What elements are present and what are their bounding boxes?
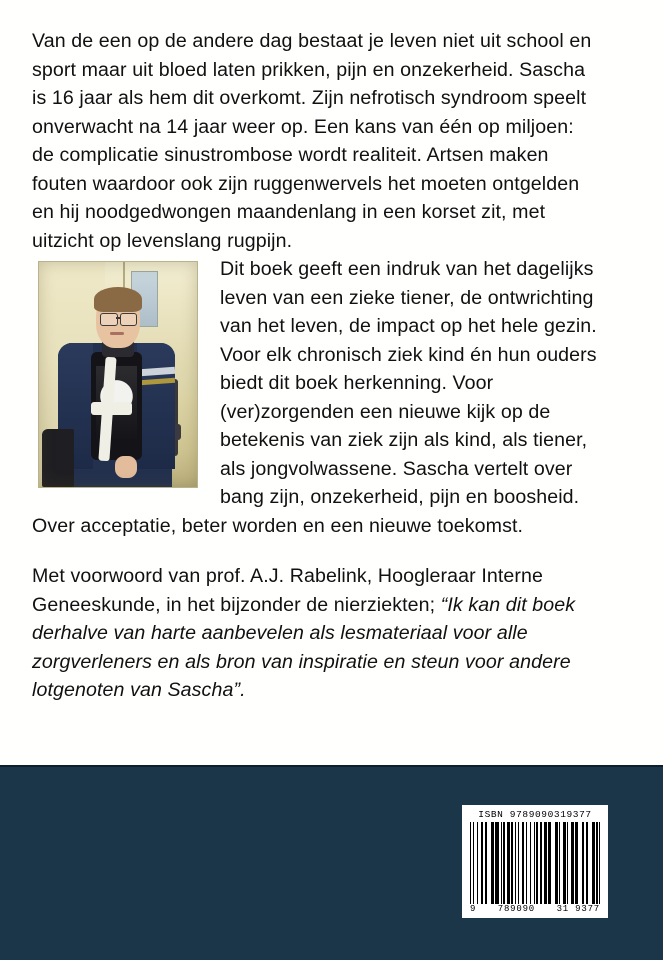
barcode-digit-left: 9 xyxy=(470,904,477,914)
blurb-paragraph-3 xyxy=(32,562,598,705)
blurb-paragraph-2: Dit boek geeft een indruk van het dagelijks leven van een zieke tiener, de ontwrichting van het leven, de impact op het hele gezin. Voor elk chronisch ziek kind én hun ouders biedt dit boek herkenning. Voor (ver)zorgenden een nieuwe kijk op de betekenis van ziek zijn als kind, als tiener, als jongvolwassene. Sascha vertelt over bang zijn, onzekerheid, pijn en boosheid. Over acceptatie, beter worden en een nieuwe toekomst. xyxy=(32,258,597,537)
isbn-barcode xyxy=(462,805,608,918)
barcode-bar xyxy=(599,822,600,904)
foreword-attribution: Met voorwoord van prof. A.J. Rabelink, Hoogleraar Interne Geneeskunde, in het bijzonder de nierziekten; xyxy=(32,565,544,616)
photo-vignette xyxy=(39,262,197,487)
blurb-paragraph-1: Van de een op de andere dag bestaat je leven niet uit school en sport maar uit bloed laten prikken, pijn en onzekerheid. Sascha is 16 jaar als hem dit overkomt. Zijn nefrotisch syndroom speelt onverwacht na 14 jaar weer op. Een kans van één op miljoen: de complicatie sinustrombose wordt realiteit. Artsen maken fouten waardoor ook zijn ruggenwervels het moeten ontgelden en hij noodgedwongen maandenlang in een korset zit, met uitzicht op levenslang rugpijn. xyxy=(32,30,592,252)
barcode-digits xyxy=(468,904,602,915)
author-photo xyxy=(38,261,198,488)
blurb-content xyxy=(32,27,598,705)
isbn-label: ISBN 9789090319377 xyxy=(478,809,592,820)
photo-and-text-block xyxy=(32,255,598,540)
footer-top-rule xyxy=(0,765,663,767)
foreword-quote: “Ik kan dit boek derhalve van harte aanbevelen als lesmateriaal voor alle zorgverleners en als bron van inspiratie en steun voor andere lotgenoten van Sascha”. xyxy=(32,593,576,701)
barcode-bars xyxy=(470,822,600,904)
barcode-digit-group-1: 789090 xyxy=(497,904,535,914)
barcode-digit-group-2: 31 9377 xyxy=(556,904,600,914)
